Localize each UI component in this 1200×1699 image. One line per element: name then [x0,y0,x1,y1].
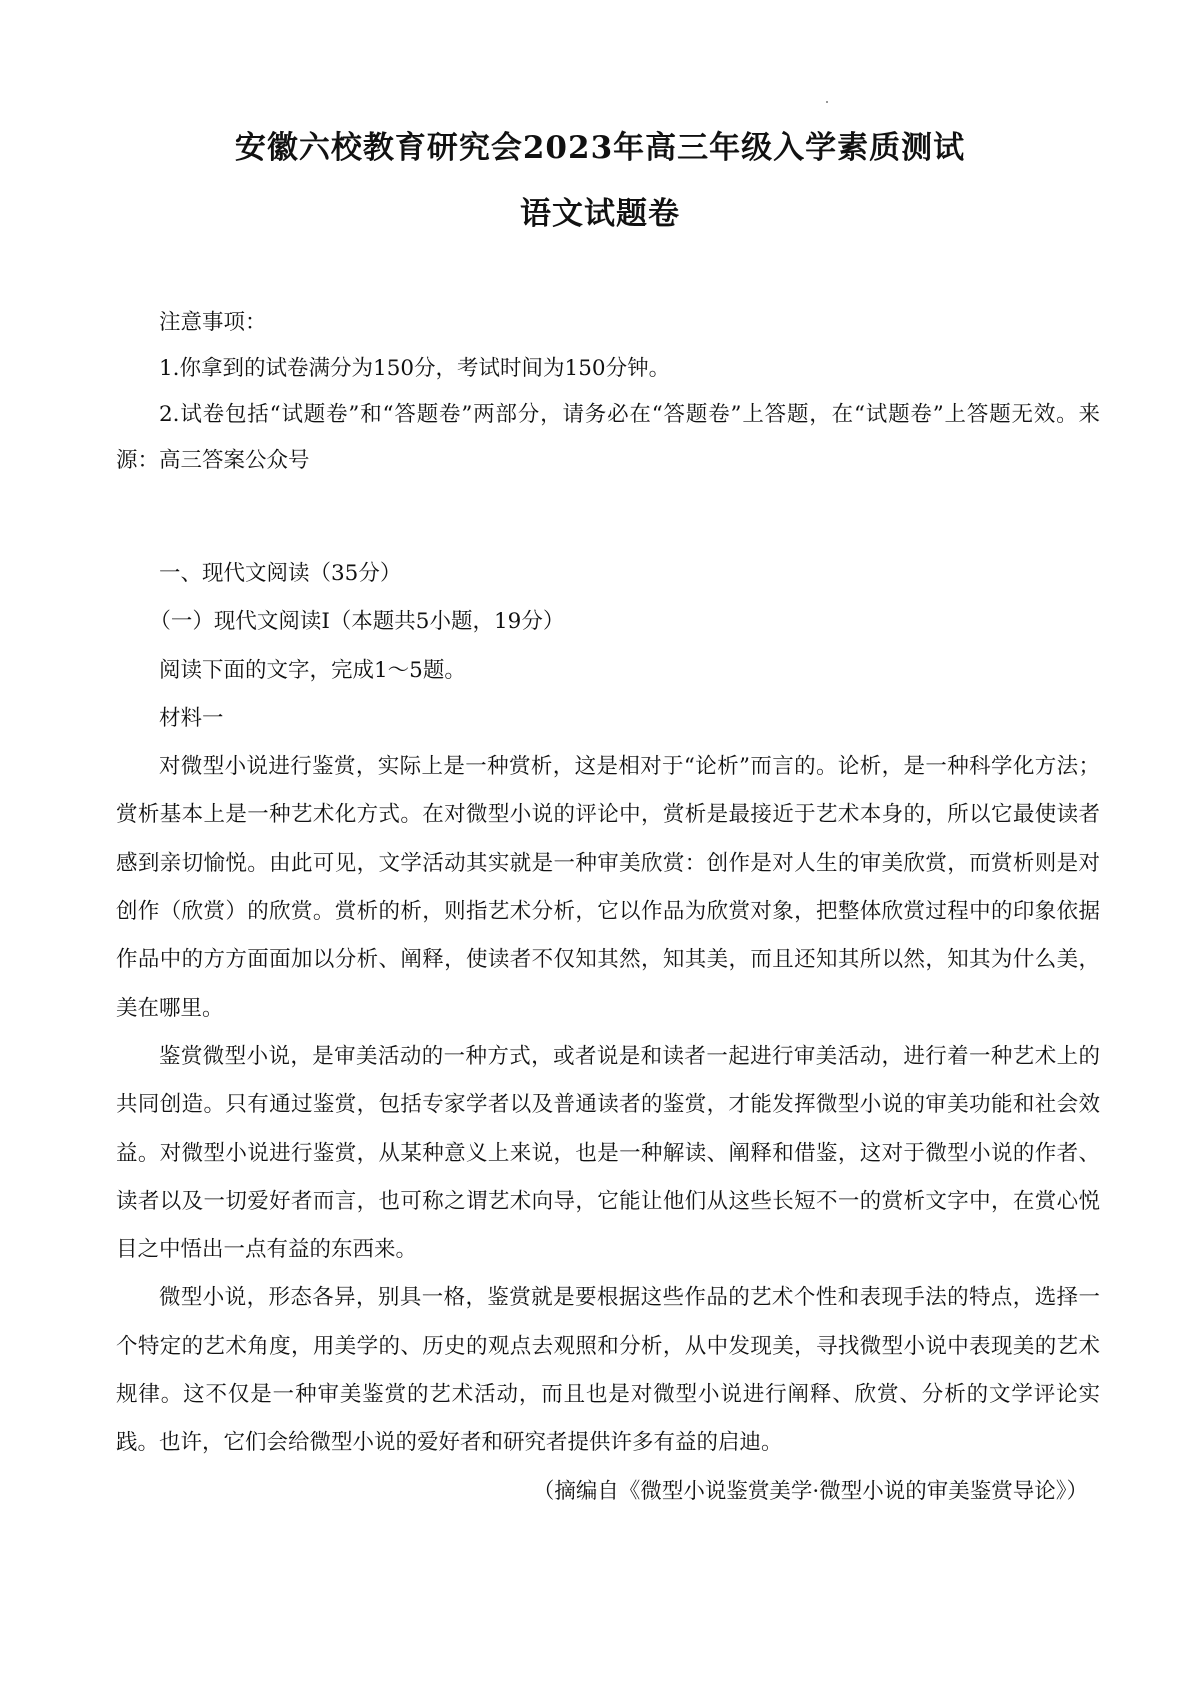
material-source: （摘编自《微型小说鉴赏美学·微型小说的审美鉴赏导论》） [532,1478,1088,1504]
material-paragraph-1: 对微型小说进行鉴赏，实际上是一种赏析，这是相对于“论析”而言的。论析，是一种科学化方法；赏析基本上是一种艺术化方式。在对微型小说的评论中，赏析是最接近于艺术本身的，所以它最使读者感到亲切愉悦。由此可见，文学活动其实就是一种审美欣赏：创作是对人生的审美欣赏，而赏析则是对创作（欣赏）的欣赏。赏析的析，则指艺术分析，它以作品为欣赏对象，把整体欣赏过程中的印象依据作品中的方方面面加以分析、阐释，使读者不仅知其然，知其美，而且还知其所以然，知其为什么美，美在哪里。 [116,754,1100,1021]
section-heading: 一、现代文阅读（35分） [159,561,402,586]
material-paragraph-2: 鉴赏微型小说，是审美活动的一种方式，或者说是和读者一起进行审美活动，进行着一种艺术上的共同创造。只有通过鉴赏，包括专家学者以及普通读者的鉴赏，才能发挥微型小说的审美功能和社会效益。对微型小说进行鉴赏，从某种意义上来说，也是一种解读、阐释和借鉴，这对于微型小说的作者、读者以及一切爱好者而言，也可称之谓艺术向导，它能让他们从这些长短不一的赏析文字中，在赏心悦目之中悟出一点有益的东西来。 [116,1043,1100,1263]
scan-speck [826,101,828,103]
material-paragraph-3: 微型小说，形态各异，别具一格，鉴赏就是要根据这些作品的艺术个性和表现手法的特点，选择一个特定的艺术角度，用美学的、历史的观点去观照和分析，从中发现美，寻找微型小说中表现美的艺术规律。这不仅是一种审美鉴赏的艺术活动，而且也是对微型小说进行阐释、欣赏、分析的文学评论实践。也许，它们会给微型小说的爱好者和研究者提供许多有益的启迪。 [116,1285,1100,1456]
notes-section [116,300,1100,484]
exam-subtitle: 语文试题卷 [520,196,680,232]
section-subheading: （一）现代文阅读I（本题共5小题，19分） [149,609,565,635]
section-instruction: 阅读下面的文字，完成1～5题。 [159,657,466,683]
notes-item-1: 1.你拿到的试卷满分为150分，考试时间为150分钟。 [159,356,671,381]
exam-title: 安徽六校教育研究会2023年高三年级入学素质测试 [234,130,966,166]
reading-section [116,550,1100,1516]
notes-item-2: 2.试卷包括“试题卷”和“答题卷”两部分，请务必在“答题卷”上答题，在“试题卷”上答题无效。来源：高三答案公众号 [116,402,1100,473]
material-label: 材料一 [159,705,224,731]
notes-heading: 注意事项： [159,310,267,335]
